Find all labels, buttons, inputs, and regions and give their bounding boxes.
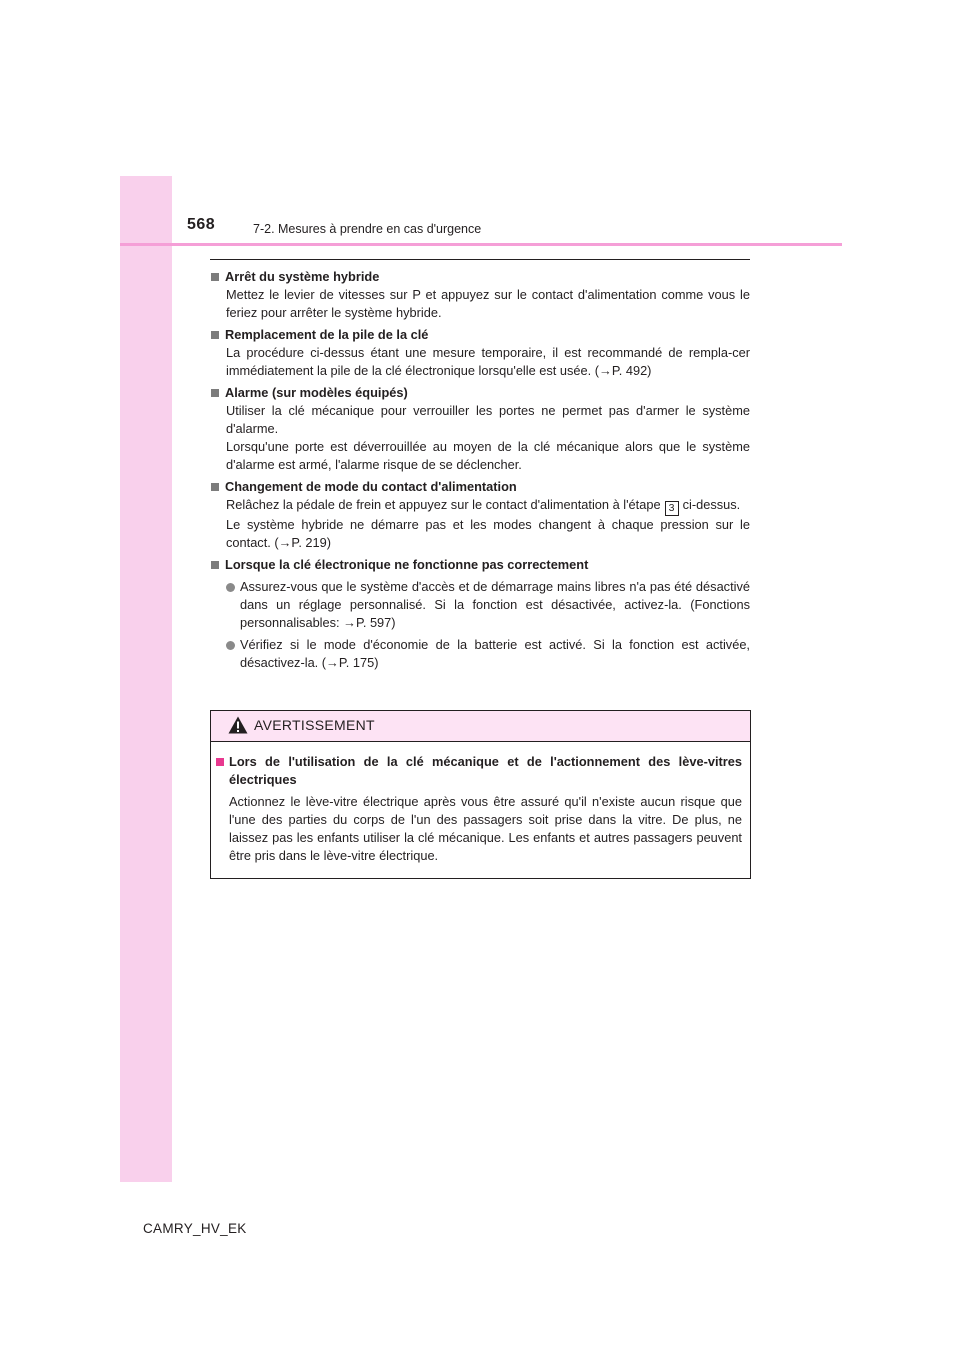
section-title: Changement de mode du contact d'alimentation [210, 478, 750, 496]
square-bullet-icon [211, 273, 219, 281]
warning-box [210, 710, 751, 879]
chapter-title: 7-2. Mesures à prendre en cas d'urgence [253, 222, 482, 236]
section-text: Utiliser la clé mécanique pour verrouiller les portes ne permet pas d'armer le système d'alarme. [226, 403, 750, 436]
square-bullet-icon [216, 758, 224, 766]
section-key-battery [210, 326, 750, 380]
footer-model-code: CAMRY_HV_EK [143, 1221, 247, 1236]
step-number-box: 3 [665, 501, 679, 516]
section-stop-hybrid [210, 268, 750, 322]
content-top-rule [210, 259, 750, 260]
section-power-mode [210, 478, 750, 552]
content-area [210, 268, 750, 676]
circle-bullet-icon [226, 583, 235, 592]
list-item: Vérifiez si le mode d'économie de la batterie est activé. Si la fonction est activée, désactivez-la. (→P. 175) [210, 636, 750, 672]
section-title: Remplacement de la pile de la clé [210, 326, 750, 344]
section-text: Mettez le levier de vitesses sur P et appuyez sur le contact d'alimentation comme vous le feriez pour arrêter le système hybride. [226, 287, 750, 320]
section-title: Arrêt du système hybride [210, 268, 750, 286]
warning-title: Lors de l'utilisation de la clé mécanique et de l'actionnement des lève-vitres électriques [214, 753, 742, 789]
page-number: 568 [187, 216, 216, 233]
warning-triangle-icon [228, 716, 248, 734]
section-text: Relâchez la pédale de frein et appuyez sur le contact d'alimentation à l'étape 3 ci-dessus. [226, 497, 741, 514]
circle-bullet-icon [226, 641, 235, 650]
section-key-malfunction [210, 556, 750, 672]
warning-header [211, 711, 750, 742]
square-bullet-icon [211, 389, 219, 397]
warning-text: Actionnez le lève-vitre électrique après vous être assuré qu'il n'existe aucun risque que l'une des parties du corps de l'un des passagers soit prise dans la vitre. De plus, ne laissez pas les enfants utiliser la clé mécanique. Les enfants et autres passagers peuvent être pris dans le lève-vitre électrique. [229, 794, 742, 863]
header-divider [120, 243, 842, 246]
list-item: Assurez-vous que le système d'accès et de démarrage mains libres n'a pas été désactivé dans un réglage personnalisé. Si la fonction est désactivée, activez-la. (Fonctions personnalisables: →P. 597) [210, 578, 750, 632]
section-title: Lorsque la clé électronique ne fonctionne pas correctement [210, 556, 750, 574]
square-bullet-icon [211, 331, 219, 339]
section-text: Lorsqu'une porte est déverrouillée au moyen de la clé mécanique alors que le système d'alarme est armé, l'alarme risque de se déclencher. [226, 439, 750, 472]
section-alarm [210, 384, 750, 474]
section-title: Alarme (sur modèles équipés) [210, 384, 750, 402]
section-text: La procédure ci-dessus étant une mesure temporaire, il est recommandé de rempla-cer immédiatement la pile de la clé électronique lorsqu'elle est usée. (→P. 492) [226, 345, 750, 378]
section-text: Le système hybride ne démarre pas et les modes changent à chaque pression sur le contact. (→P. 219) [226, 517, 750, 550]
square-bullet-icon [211, 483, 219, 491]
warning-label: AVERTISSEMENT [254, 717, 375, 733]
square-bullet-icon [211, 561, 219, 569]
chapter-sidebar-tab [120, 176, 172, 1182]
